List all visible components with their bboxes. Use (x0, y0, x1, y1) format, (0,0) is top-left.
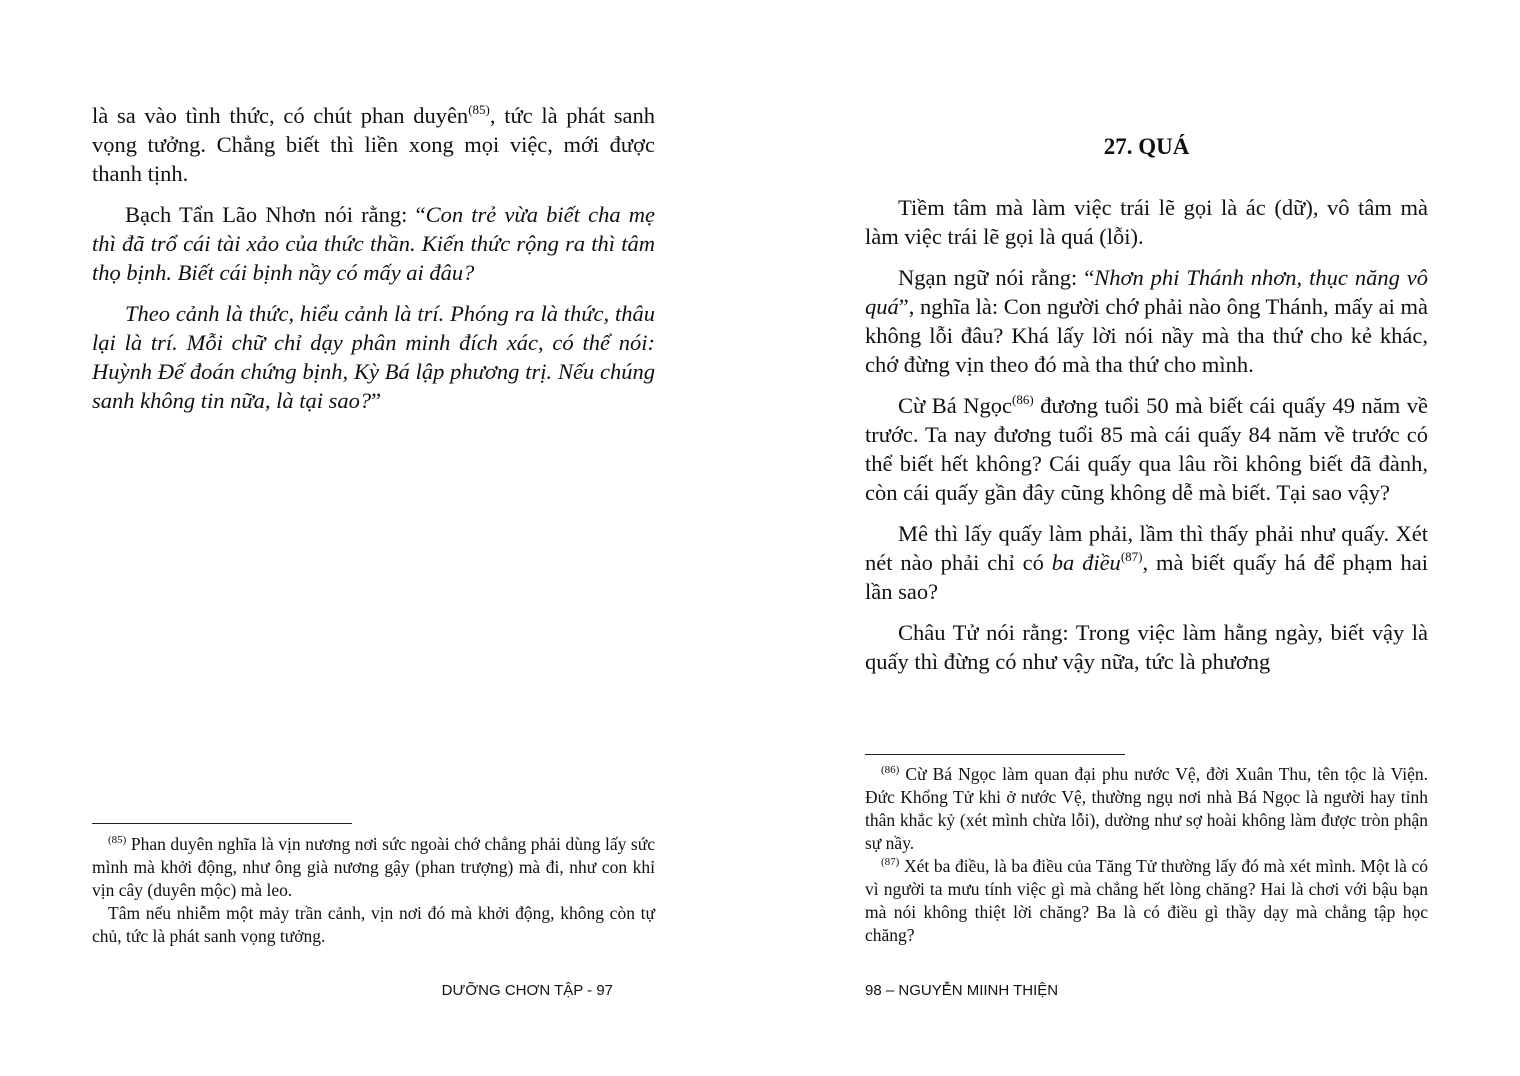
italic-text: Nhơn phi Thánh nhơn, thục năng vô quá (865, 265, 1428, 319)
footnote (865, 855, 1428, 947)
text-segment: Cừ Bá Ngọc làm quan đại phu nước Vệ, đời Xuân Thu, tên tộc là Viện. Đức Khổng Tử khi ở nước Vệ, thường ngụ nơi nhà Bá Ngọc là người hay tỉnh thân khắc kỷ (xét mình chừa lỗi), dường như sợ hoài không làm được tròn phận sự nầy. (865, 764, 1428, 853)
paragraph (865, 618, 1428, 676)
right-footnotes (865, 763, 1428, 947)
footnote-marker: (86) (1012, 392, 1034, 407)
footnote-marker: (87) (881, 856, 900, 868)
italic-text: Theo cảnh là thức, hiểu cảnh là trí. Phóng ra là thức, thâu lại là trí. Mỗi chữ chỉ dạy phân minh đích xác, có thể nói: Huỳnh Đế đoán chứng bịnh, Kỳ Bá lập phương trị. Nếu chúng sanh không tin nữa, là tại sao? (92, 301, 655, 413)
italic-text: ba điều (1051, 550, 1121, 575)
paragraph (865, 519, 1428, 606)
paragraph (865, 391, 1428, 507)
italic-text: Con trẻ vừa biết cha mẹ thì đã trổ cái tài xảo của thức thần. Kiến thức rộng ra thì tâm thọ bịnh. Biết cái bịnh nầy có mấy ai đâu? (92, 202, 655, 285)
left-body-text (92, 101, 655, 427)
right-body-text (865, 193, 1428, 688)
paragraph (92, 299, 655, 415)
text-segment: Ngạn ngữ nói rằng: “ (898, 265, 1095, 290)
right-page (865, 0, 1428, 1076)
paragraph (865, 263, 1428, 379)
chapter-title: 27. QUÁ (1103, 134, 1190, 159)
text-segment: , mà biết quấy há để phạm hai lần sao? (865, 550, 1428, 604)
text-segment: ”, nghĩa là: Con người chớ phải nào ông Thánh, mấy ai mà không lỗi đâu? Khá lấy lời nói nầy mà tha thứ cho kẻ khác, chớ đừng vịn theo đó mà tha thứ cho mình. (865, 294, 1428, 377)
text-segment: ” (371, 388, 382, 413)
running-footer-left: DƯỠNG CHƠN TẬP - 97 (441, 982, 613, 999)
left-page (92, 0, 655, 1076)
text-segment: Tâm nếu nhiễm một mảy trần cảnh, vịn nơi đó mà khởi động, không còn tự chủ, tức là phát sanh vọng tưởng. (92, 903, 655, 946)
text-segment: Mê thì lấy quấy làm phải, lầm thì thấy phải như quấy. Xét nét nào phải chỉ có (865, 521, 1428, 575)
footnote-marker: (85) (468, 102, 490, 117)
text-segment: , tức là phát sanh vọng tưởng. Chẳng biết thì liền xong mọi việc, mới được thanh tịnh. (92, 103, 655, 186)
footnote-marker: (87) (1120, 549, 1143, 564)
footnote-separator (92, 823, 352, 824)
footnote (92, 902, 655, 948)
text-segment: Bạch Tẩn Lão Nhơn nói rằng: “ (125, 202, 426, 227)
footnote-separator (865, 754, 1125, 755)
text-segment: Xét ba điều, là ba điều của Tăng Tử thường lấy đó mà xét mình. Một là có vì người ta mưu tính việc gì mà chẳng hết lòng chăng? Hai là chơi với bậu bạn mà nói không thiệt lời chăng? Ba là có điều gì thầy dạy mà chẳng tập học chăng? (865, 856, 1428, 945)
text-segment: Châu Tử nói rằng: Trong việc làm hằng ngày, biết vậy là quấy thì đừng có như vậy nữa, tức là phương (865, 620, 1428, 674)
paragraph (92, 101, 655, 188)
left-footnotes (92, 833, 655, 948)
footnote-marker: (85) (108, 834, 127, 846)
footnote (92, 833, 655, 902)
text-segment: Phan duyên nghĩa là vịn nương nơi sức ngoài chớ chẳng phải dùng lấy sức mình mà khởi động, như ông già nương gậy (phan trượng) mà đi, như con khỉ vịn cây (duyên mộc) mà leo. (92, 834, 655, 900)
footnote-marker: (86) (881, 764, 900, 776)
running-footer-right: 98 – NGUYỄN MIINH THIỆN (865, 982, 1059, 999)
text-segment: là sa vào tình thức, có chút phan duyên (92, 103, 469, 128)
paragraph (865, 193, 1428, 251)
text-segment: Tiềm tâm mà làm việc trái lẽ gọi là ác (dữ), vô tâm mà làm việc trái lẽ gọi là quá (lỗi). (865, 195, 1428, 249)
text-segment: Cừ Bá Ngọc (898, 393, 1012, 418)
text-segment: đương tuổi 50 mà biết cái quấy 49 năm về trước. Ta nay đương tuổi 85 mà cái quấy 84 năm về trước có thể biết hết không? Cái quấy qua lâu rồi không biết đã đành, còn cái quấy gần đây cũng không dễ mà biết. Tại sao vậy? (865, 393, 1428, 505)
footnote (865, 763, 1428, 855)
paragraph (92, 200, 655, 287)
